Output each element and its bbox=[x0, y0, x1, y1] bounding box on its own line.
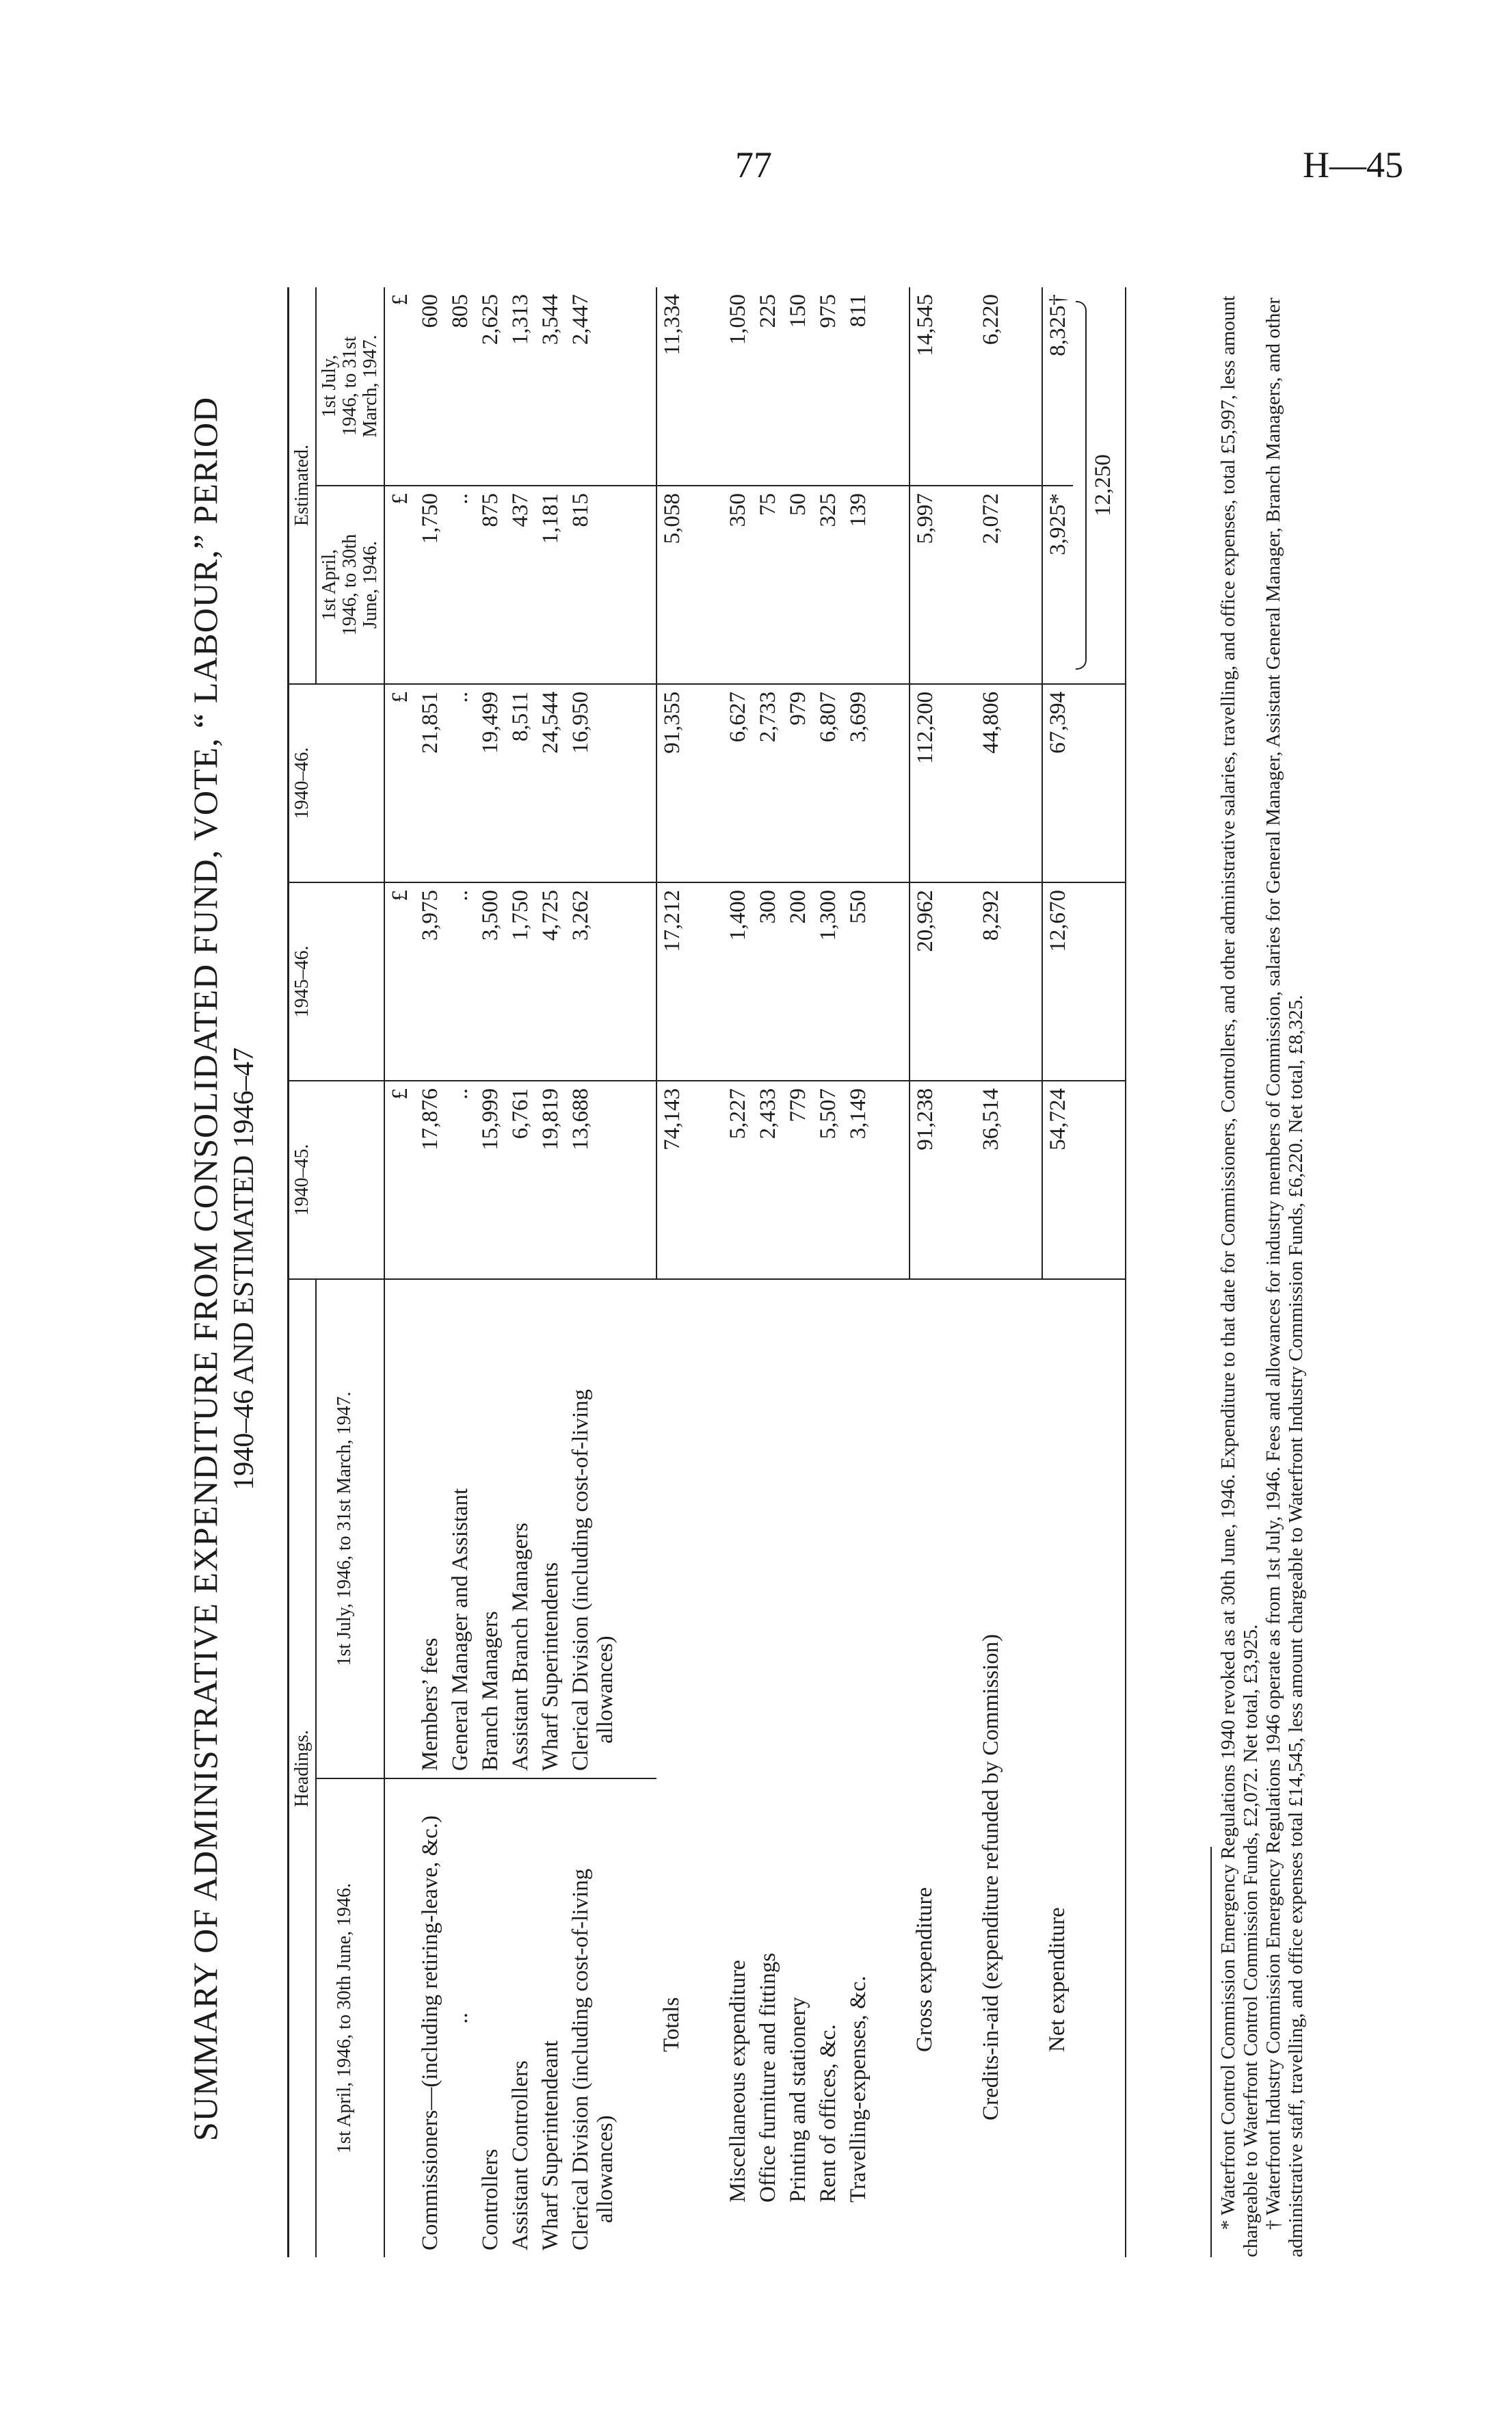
blank-cell bbox=[384, 1279, 415, 1778]
combined-estimate bbox=[1073, 287, 1126, 684]
footnote-rule bbox=[1210, 1847, 1212, 2257]
value-1945-46: 17,212 bbox=[656, 882, 687, 1081]
value-1940-46: 67,394 bbox=[1042, 684, 1073, 882]
value-1945-46: .. bbox=[445, 882, 475, 1081]
value-1940-45: 13,688 bbox=[566, 1081, 620, 1279]
table-row-net bbox=[1042, 287, 1073, 2257]
footnote-2: † Waterfront Industry Commission Emergency Regulations 1946 operate as from 1st July, 1946. Fees and allowances for industry members of Commission, salaries for General Manager, Assistant General Manager, Branch Managers, and other administrative staff, travelling, and office expenses total £14,545, less amount chargeable to Waterfront Industry Commission Funds, £6,220. Net total, £8,325. bbox=[1262, 298, 1307, 2257]
header-period-a: 1st April, 1946, to 30th June, 1946. bbox=[316, 1778, 384, 2257]
blank-cell bbox=[384, 1778, 415, 2257]
row-label: Assistant Controllers bbox=[508, 2060, 533, 2250]
row-label: Branch Managers bbox=[475, 1279, 505, 1778]
header-est-b-line2: 1946, to 31st bbox=[339, 336, 360, 436]
value-est-b: 1,313 bbox=[505, 287, 535, 486]
value-est-b: 2,625 bbox=[475, 287, 505, 486]
value-est-b: 11,334 bbox=[656, 287, 687, 486]
table-row-miscellaneous bbox=[723, 287, 753, 2257]
value-est-b: 600 bbox=[415, 287, 445, 486]
value-est-b: 14,545 bbox=[910, 287, 940, 486]
row-label: Totals bbox=[659, 1997, 684, 2052]
table-row-commissioners bbox=[415, 287, 445, 2257]
expenditure-table bbox=[287, 287, 1126, 2257]
value-1940-45: 5,507 bbox=[813, 1081, 843, 1279]
value-est-a: 2,072 bbox=[976, 486, 1006, 684]
row-label: Wharf Superintendents bbox=[535, 1279, 566, 1778]
value-1940-46: .. bbox=[445, 684, 475, 882]
footnotes bbox=[1210, 287, 1308, 2257]
value-est-a: 75 bbox=[753, 486, 783, 684]
value-1940-46: 24,544 bbox=[535, 684, 566, 882]
header-estimated: Estimated. bbox=[289, 287, 317, 684]
value-1940-46: 16,950 bbox=[566, 684, 620, 882]
row-label: Commissioners—(including retiring-leave, &c.) bbox=[418, 1815, 442, 2250]
table-row-general-manager bbox=[445, 287, 475, 2257]
value-1940-45: 6,761 bbox=[505, 1081, 535, 1279]
value-1940-45: 15,999 bbox=[475, 1081, 505, 1279]
value-1940-45: 19,819 bbox=[535, 1081, 566, 1279]
value-1945-46: 200 bbox=[783, 882, 813, 1081]
row-label bbox=[566, 1778, 620, 2257]
row-label: Rent of offices, &c. bbox=[816, 2024, 840, 2203]
header-est-a-line2: 1946, to 30th bbox=[339, 534, 360, 636]
header-est-b-line3: March, 1947. bbox=[360, 334, 381, 438]
currency-symbol: £ bbox=[384, 1081, 415, 1279]
value-est-b: 805 bbox=[445, 287, 475, 486]
row-label: Wharf Superintendeant bbox=[538, 2040, 563, 2250]
row-label: Printing and stationery bbox=[786, 1997, 810, 2203]
row-label: Miscellaneous expenditure bbox=[726, 1960, 750, 2203]
value-est-a: 3,925* bbox=[1042, 486, 1073, 684]
value-1940-45: 779 bbox=[783, 1081, 813, 1279]
header-headings: Headings. bbox=[289, 1279, 317, 2257]
header-est-a bbox=[316, 486, 384, 684]
value-1940-45: 2,433 bbox=[753, 1081, 783, 1279]
row-label: Members’ fees bbox=[415, 1279, 445, 1778]
value-1945-46: 300 bbox=[753, 882, 783, 1081]
value-1945-46: 1,300 bbox=[813, 882, 843, 1081]
value-1945-46: 1,750 bbox=[505, 882, 535, 1081]
table-row-assistant-controllers bbox=[505, 287, 535, 2257]
value-est-a: 325 bbox=[813, 486, 843, 684]
table-row-totals bbox=[656, 287, 687, 2257]
value-1945-46: 8,292 bbox=[976, 882, 1006, 1081]
value-est-b: 1,050 bbox=[723, 287, 753, 486]
page-reference: H—45 bbox=[1303, 144, 1403, 185]
value-1940-46: 979 bbox=[783, 684, 813, 882]
row-label: General Manager and Assistant bbox=[445, 1279, 475, 1778]
table-row-net-combined bbox=[1073, 287, 1126, 2257]
value-est-a: 875 bbox=[475, 486, 505, 684]
row-label-line2: allowances) bbox=[593, 2115, 618, 2223]
value-est-a: 139 bbox=[843, 486, 873, 684]
value-est-a: .. bbox=[445, 486, 475, 684]
value-1940-45: 5,227 bbox=[723, 1081, 753, 1279]
currency-symbol: £ bbox=[384, 684, 415, 882]
row-label: Travelling-expenses, &c. bbox=[846, 1975, 871, 2203]
page-number: 77 bbox=[735, 144, 772, 185]
value-est-b: 8,325† bbox=[1042, 287, 1073, 486]
value-1945-46: 12,670 bbox=[1042, 882, 1073, 1081]
value-1940-46: 19,499 bbox=[475, 684, 505, 882]
value-est-a: 1,750 bbox=[415, 486, 445, 684]
value-1940-46: 2,733 bbox=[753, 684, 783, 882]
brace-bracket bbox=[1076, 301, 1087, 670]
row-label: Net expenditure bbox=[1045, 1907, 1070, 2052]
currency-symbol: £ bbox=[384, 287, 415, 486]
value-1940-46: 112,200 bbox=[910, 684, 940, 882]
header-est-a-line1: 1st April, bbox=[319, 549, 340, 621]
value-1940-46: 3,699 bbox=[843, 684, 873, 882]
value-1940-46: 91,355 bbox=[656, 684, 687, 882]
row-label: Assistant Branch Managers bbox=[505, 1279, 535, 1778]
header-1940-46: 1940–46. bbox=[289, 684, 385, 882]
value-est-b: 3,544 bbox=[535, 287, 566, 486]
currency-symbol: £ bbox=[384, 486, 415, 684]
value-1945-46: 3,975 bbox=[415, 882, 445, 1081]
value-1940-46: 8,511 bbox=[505, 684, 535, 882]
table-row-office-furniture bbox=[753, 287, 783, 2257]
rotated-page-content bbox=[185, 246, 1347, 2291]
value-1940-45: 54,724 bbox=[1042, 1081, 1073, 1279]
value-est-b: 811 bbox=[843, 287, 873, 486]
value-est-a: 50 bbox=[783, 486, 813, 684]
footnote-1: * Waterfront Control Commission Emergency Regulations 1940 revoked as at 30th June, 1946. Expenditure to that date for Commissioners, Controllers, and other administrative salaries, travelling, and office expenses, total £5,997, less amount chargeable to Waterfront Control Commission Funds, £2,072. Net total, £3,925. bbox=[1217, 295, 1262, 2257]
value-1940-46: 21,851 bbox=[415, 684, 445, 882]
document-subtitle: 1940–46 AND ESTIMATED 1946–47 bbox=[228, 1047, 260, 1490]
document-title: SUMMARY OF ADMINISTRATIVE EXPENDITURE FROM CONSOLIDATED FUND, VOTE, “ LABOUR,” PERIOD bbox=[186, 396, 224, 2142]
value-1945-46: 1,400 bbox=[723, 882, 753, 1081]
row-label-line1: Clerical Division (including cost-of-living bbox=[568, 1868, 593, 2250]
header-est-b bbox=[316, 287, 384, 486]
value-est-b: 6,220 bbox=[976, 287, 1006, 486]
table-row-rent bbox=[813, 287, 843, 2257]
value-1940-45: 74,143 bbox=[656, 1081, 687, 1279]
value-1940-46: 44,806 bbox=[976, 684, 1006, 882]
table-row-controllers bbox=[475, 287, 505, 2257]
value-1945-46: 20,962 bbox=[910, 882, 940, 1081]
value-1945-46: 3,500 bbox=[475, 882, 505, 1081]
header-period-b: 1st July, 1946, to 31st March, 1947. bbox=[316, 1279, 384, 1778]
table-row-gross bbox=[910, 287, 940, 2257]
value-1945-46: 3,262 bbox=[566, 882, 620, 1081]
row-label bbox=[566, 1279, 620, 1778]
row-label: Gross expenditure bbox=[912, 1887, 937, 2052]
value-1940-45: 36,514 bbox=[976, 1081, 1006, 1279]
value-est-a: 5,058 bbox=[656, 486, 687, 684]
value-est-b: 150 bbox=[783, 287, 813, 486]
currency-symbol: £ bbox=[384, 882, 415, 1081]
header-est-a-line3: June, 1946. bbox=[360, 540, 381, 629]
header-1945-46: 1945–46. bbox=[289, 882, 385, 1081]
value-est-b: 2,447 bbox=[566, 287, 620, 486]
value-1940-45: 17,876 bbox=[415, 1081, 445, 1279]
table-row-travelling bbox=[843, 287, 873, 2257]
value-est-a: 5,997 bbox=[910, 486, 940, 684]
value-1940-46: 6,807 bbox=[813, 684, 843, 882]
value-est-a: 1,181 bbox=[535, 486, 566, 684]
value-1940-45: 3,149 bbox=[843, 1081, 873, 1279]
value-1940-45: 91,238 bbox=[910, 1081, 940, 1279]
header-1940-45: 1940–45. bbox=[289, 1081, 385, 1279]
table-row-credits bbox=[976, 287, 1006, 2257]
row-label-line2: allowances) bbox=[593, 1635, 618, 1744]
value-est-a: 437 bbox=[505, 486, 535, 684]
row-label: Office furniture and fittings bbox=[756, 1952, 780, 2203]
value-est-a: 350 bbox=[723, 486, 753, 684]
row-label: .. bbox=[448, 2012, 473, 2024]
value-est-a: 815 bbox=[566, 486, 620, 684]
table-row-clerical bbox=[566, 287, 620, 2257]
row-label: Credits-in-aid (expenditure refunded by Commission) bbox=[979, 1633, 1003, 2120]
value-1940-45: .. bbox=[445, 1081, 475, 1279]
value-1945-46: 4,725 bbox=[535, 882, 566, 1081]
header-est-b-line1: 1st July, bbox=[319, 354, 340, 418]
combined-estimate-value: 12,250 bbox=[1091, 454, 1115, 516]
table-row-wharf bbox=[535, 287, 566, 2257]
table-row-printing bbox=[783, 287, 813, 2257]
value-est-b: 975 bbox=[813, 287, 843, 486]
value-1945-46: 550 bbox=[843, 882, 873, 1081]
row-label-line1: Clerical Division (including cost-of-living bbox=[568, 1389, 593, 1771]
value-est-b: 225 bbox=[753, 287, 783, 486]
value-1940-46: 6,627 bbox=[723, 684, 753, 882]
row-label: Controllers bbox=[478, 2148, 503, 2250]
